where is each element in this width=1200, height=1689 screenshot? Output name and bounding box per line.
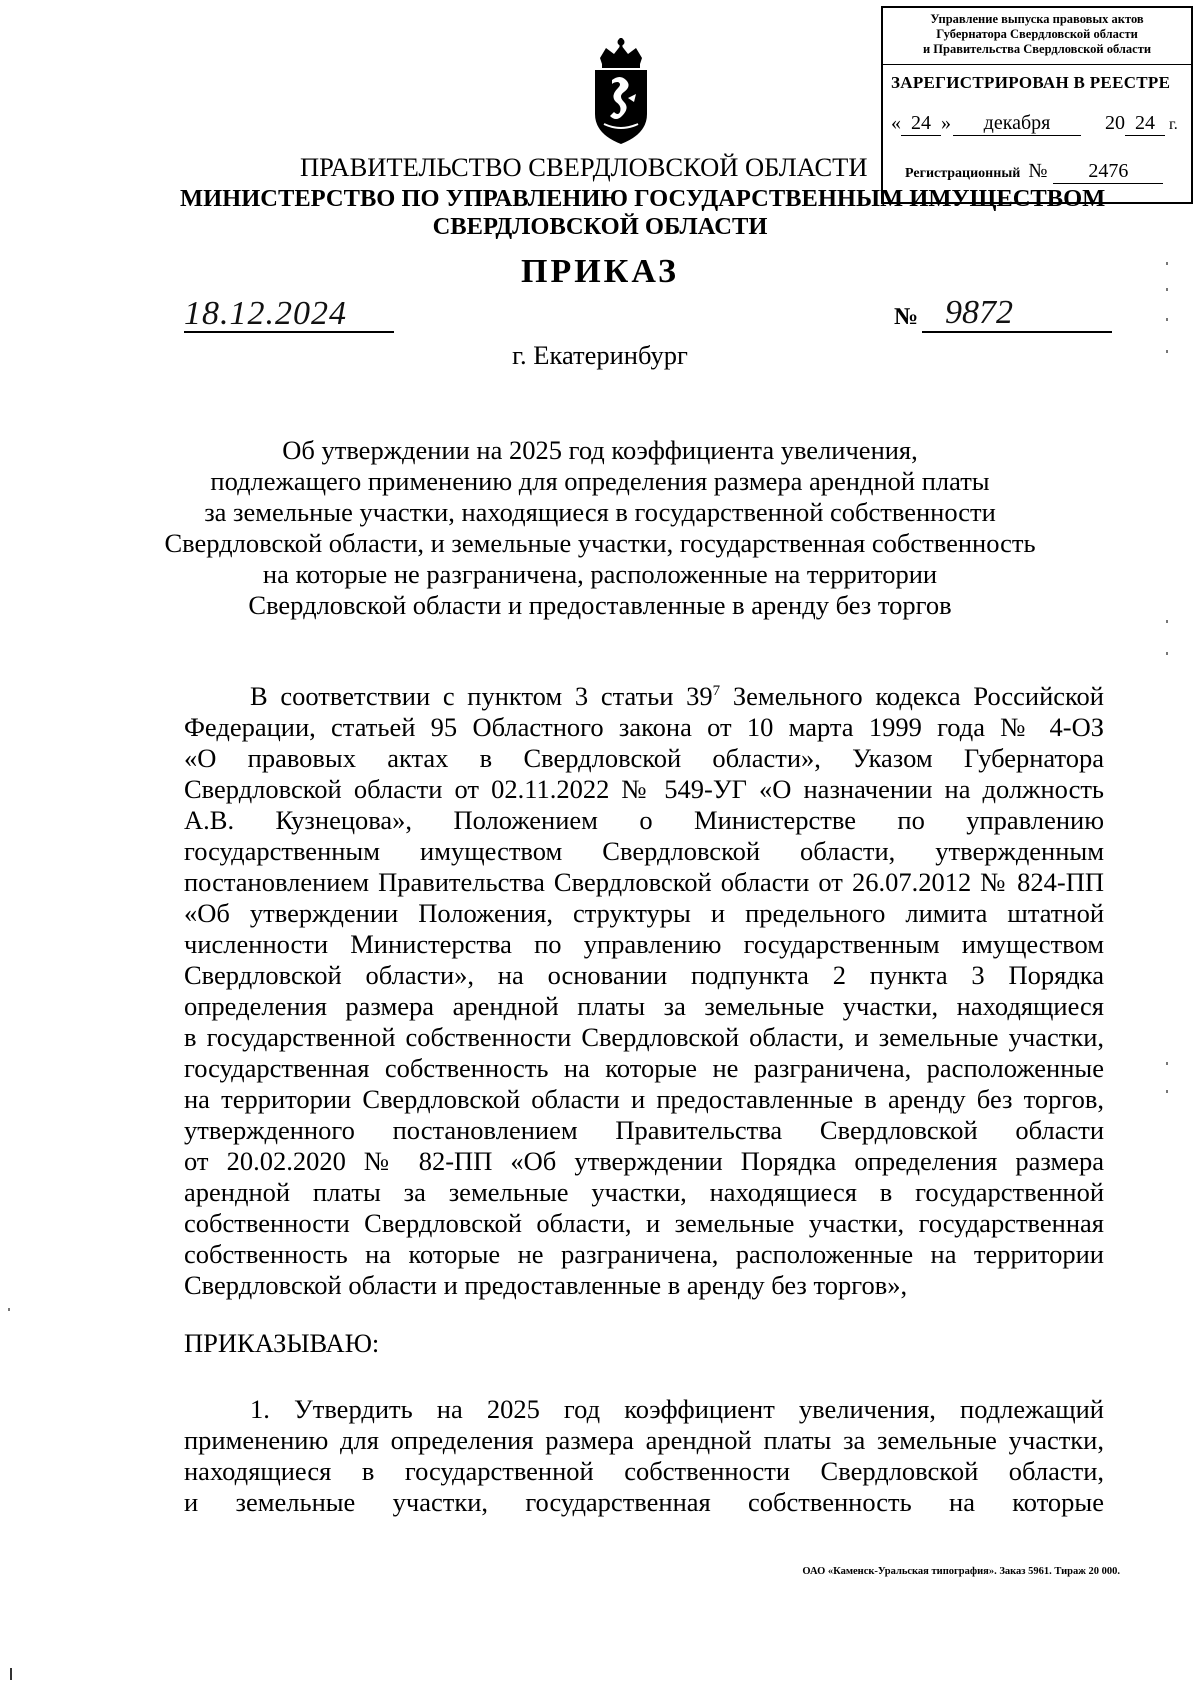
- stamp-regno-sign: №: [1028, 160, 1048, 182]
- item-line: 1. Утвердить на 2025 год коэффициент увеличения, подлежащий: [250, 1394, 1104, 1424]
- paragraph-line: А.В. Кузнецова», Положением о Министерстве по управлению: [184, 805, 1104, 835]
- stamp-regno-label: Регистрационный: [905, 166, 1021, 181]
- stamp-issuer: [883, 12, 1191, 57]
- paragraph-line: численности Министерства по управлению государственным имуществом: [184, 929, 1104, 959]
- paragraph-line: от 20.02.2020 № 82-ПП «Об утверждении Порядка определения размера: [184, 1146, 1104, 1176]
- paragraph-line: на территории Свердловской области и предоставленные в аренду без торгов,: [184, 1084, 1104, 1114]
- order-title: [150, 435, 1050, 621]
- paragraph-line: государственная собственность на которые не разграничена, расположенные: [184, 1053, 1104, 1083]
- scan-speck: [1166, 652, 1168, 655]
- title-line: подлежащего применению для определения размера арендной платы: [210, 466, 990, 496]
- stamp-issuer-line: и Правительства Свердловской области: [922, 42, 1152, 56]
- number-sign: №: [894, 304, 919, 330]
- paragraph-line: собственность на которые не разграничена, расположенные на территории: [184, 1239, 1104, 1269]
- paragraph-line: Свердловской области от 02.11.2022 № 549-УГ «О назначении на должность: [184, 774, 1104, 804]
- stamp-issuer-line: Губернатора Свердловской области: [936, 27, 1138, 41]
- scan-speck: [1166, 262, 1168, 265]
- stamp-registration-number: [905, 160, 1195, 184]
- preamble-paragraph: [184, 681, 1104, 1301]
- stamp-divider: [883, 64, 1191, 65]
- item-line: и земельные участки, государственная собственность на которые: [184, 1487, 1104, 1517]
- title-line: Свердловской области и предоставленные в аренду без торгов: [248, 590, 952, 620]
- stamp-month: декабря: [953, 112, 1081, 136]
- title-line: за земельные участки, находящиеся в государственной собственности: [204, 497, 996, 527]
- stamp-year-prefix: 20: [1105, 112, 1125, 134]
- order-item-1: [184, 1394, 1104, 1518]
- paragraph-line: в государственной собственности Свердловской области, и земельные участки,: [184, 1022, 1104, 1052]
- date-underline: [184, 331, 394, 333]
- title-line: Свердловской области, и земельные участки, государственная собственность: [164, 528, 1036, 558]
- scan-speck: [10, 1668, 12, 1680]
- number-underline: [922, 331, 1112, 333]
- title-line: Об утверждении на 2025 год коэффициента увеличения,: [282, 435, 918, 465]
- scan-speck: [1166, 350, 1168, 353]
- scan-speck: [1166, 1090, 1168, 1093]
- handwritten-date: 18.12.2024: [184, 295, 347, 332]
- paragraph-line: Свердловской области», на основании подпункта 2 пункта 3 Порядка: [184, 960, 1104, 990]
- scan-speck: [8, 1308, 10, 1311]
- paragraph-line: постановлением Правительства Свердловской области от 26.07.2012 № 824-ПП: [184, 867, 1104, 897]
- paragraph-line: утвержденного постановлением Правительства Свердловской области: [184, 1115, 1104, 1145]
- registration-stamp: [881, 6, 1193, 204]
- handwritten-number: 9872: [945, 294, 1013, 331]
- ministry-name-line: СВЕРДЛОВСКОЙ ОБЛАСТИ: [432, 213, 768, 240]
- scan-speck: [1166, 288, 1168, 291]
- paragraph-line: определения размера арендной платы за земельные участки, находящиеся: [184, 991, 1104, 1021]
- stamp-day: 24: [901, 112, 941, 136]
- paragraph-line: собственности Свердловской области, и земельные участки, государственная: [184, 1208, 1104, 1238]
- stamp-year-suffix: 24: [1125, 112, 1165, 136]
- government-name: ПРАВИТЕЛЬСТВО СВЕРДЛОВСКОЙ ОБЛАСТИ: [300, 152, 868, 182]
- city: г. Екатеринбург: [512, 340, 688, 370]
- paragraph-line: Федерации, статьей 95 Областного закона от 10 марта 1999 года № 4-ОЗ: [184, 712, 1104, 742]
- paragraph-line: Свердловской области и предоставленные в аренду без торгов»,: [184, 1270, 908, 1300]
- stamp-regno-value: 2476: [1053, 160, 1163, 184]
- paragraph-line: «Об утверждении Положения, структуры и предельного лимита штатной: [184, 898, 1104, 928]
- scan-speck: [1166, 318, 1168, 321]
- stamp-registered-label: ЗАРЕГИСТРИРОВАН В РЕЕСТРЕ: [891, 73, 1171, 92]
- item-line: находящиеся в государственной собственности Свердловской области,: [184, 1456, 1104, 1486]
- paragraph-line: «О правовых актах в Свердловской области», Указом Губернатора: [184, 743, 1104, 773]
- document-type: ПРИКАЗ: [521, 253, 679, 290]
- paragraph-line: В соответствии с пунктом 3 статьи $39^7$ Земельного кодекса Российской: [250, 681, 1104, 711]
- stamp-date: « 24 » декабря 20 24 г.: [891, 112, 1178, 134]
- coat-of-arms-icon: [590, 36, 652, 146]
- printer-imprint: ОАО «Каменск-Уральская типография». Заказ 5961. Тираж 20 000.: [802, 1566, 1120, 1577]
- item-line: применению для определения размера арендной платы за земельные участки,: [184, 1425, 1104, 1455]
- paragraph-line: арендной платы за земельные участки, находящиеся в государственной: [184, 1177, 1104, 1207]
- title-line: на которые не разграничена, расположенные на территории: [262, 559, 938, 589]
- superscript: 7: [712, 683, 721, 700]
- scan-speck: [1166, 1062, 1168, 1065]
- stamp-year-unit: г.: [1169, 116, 1178, 133]
- stamp-issuer-line: Управление выпуска правовых актов: [930, 12, 1144, 26]
- scan-speck: [1166, 620, 1168, 623]
- paragraph-line: государственным имуществом Свердловской области, утвержденным: [184, 836, 1104, 866]
- order-word: ПРИКАЗЫВАЮ:: [184, 1328, 380, 1358]
- ministry-name-line: МИНИСТЕРСТВО ПО УПРАВЛЕНИЮ ГОСУДАРСТВЕННЫМ ИМУЩЕСТВОМ: [180, 185, 1106, 212]
